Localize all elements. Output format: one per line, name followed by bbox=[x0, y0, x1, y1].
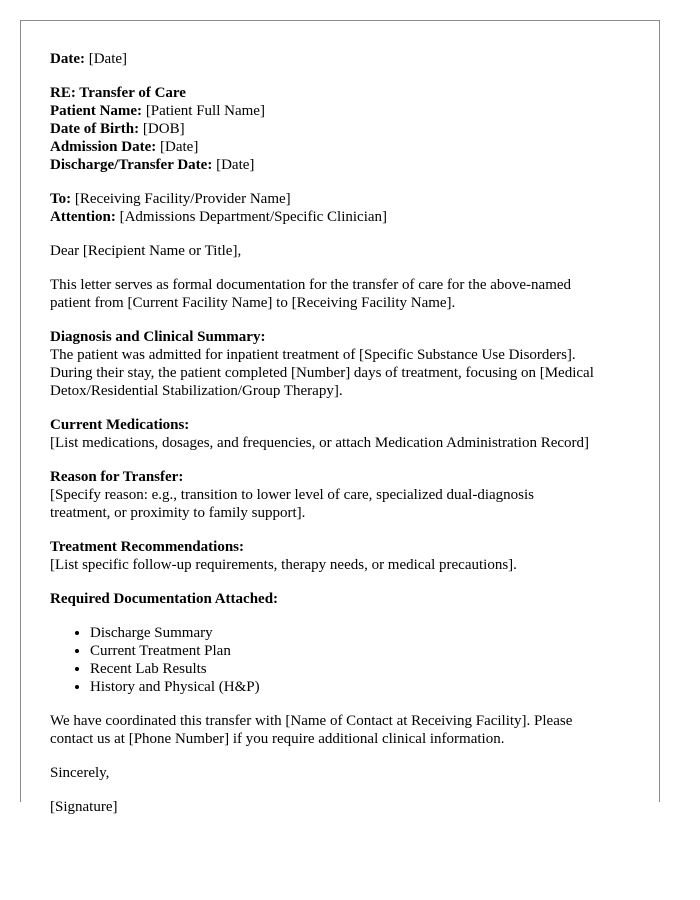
diagnosis-heading: Diagnosis and Clinical Summary: bbox=[50, 329, 266, 345]
recommendations-heading: Treatment Recommendations: bbox=[50, 539, 244, 555]
signoff: Sincerely, bbox=[50, 765, 110, 781]
patient-name-label: Patient Name: bbox=[50, 103, 143, 119]
diagnosis-line: During their stay, the patient completed [Number] days of treatment, focusing on [Medical bbox=[50, 365, 594, 381]
closing-paragraph bbox=[50, 712, 640, 748]
list-item: • Current Treatment Plan bbox=[90, 642, 640, 660]
diagnosis-line: The patient was admitted for inpatient treatment of [Specific Substance Use Disorders]. bbox=[50, 347, 576, 363]
attention-value: [Admissions Department/Specific Clinician] bbox=[119, 209, 388, 225]
re-heading: RE: Transfer of Care bbox=[50, 85, 186, 101]
admission-date-label: Admission Date: bbox=[50, 139, 157, 155]
intro-line: patient from [Current Facility Name] to [Receiving Facility Name]. bbox=[50, 295, 456, 311]
attachments-heading bbox=[50, 590, 640, 608]
discharge-date-line bbox=[50, 156, 640, 174]
attention-line bbox=[50, 208, 640, 226]
patient-name-value: [Patient Full Name] bbox=[145, 103, 265, 119]
admission-date-line bbox=[50, 138, 640, 156]
reason-line: [Specify reason: e.g., transition to lower level of care, specialized dual-diagnosis bbox=[50, 487, 534, 503]
signature: [Signature] bbox=[50, 799, 118, 815]
list-item: • Recent Lab Results bbox=[90, 660, 640, 678]
reason-section bbox=[50, 468, 640, 522]
discharge-date-label: Discharge/Transfer Date: bbox=[50, 157, 213, 173]
recipient-block bbox=[50, 190, 640, 226]
attachments-heading-text: Required Documentation Attached: bbox=[50, 591, 279, 607]
dob-label: Date of Birth: bbox=[50, 121, 140, 137]
closing-line: We have coordinated this transfer with [Name of Contact at Receiving Facility]. Please bbox=[50, 713, 573, 729]
re-block bbox=[50, 84, 640, 174]
medications-heading: Current Medications: bbox=[50, 417, 190, 433]
date-value: [Date] bbox=[88, 51, 128, 67]
date-line bbox=[50, 50, 640, 68]
medications-section bbox=[50, 416, 640, 452]
recommendations-text: [List specific follow-up requirements, therapy needs, or medical precautions]. bbox=[50, 557, 517, 573]
diagnosis-section bbox=[50, 328, 640, 400]
salutation: Dear [Recipient Name or Title], bbox=[50, 243, 242, 259]
to-value: [Receiving Facility/Provider Name] bbox=[74, 191, 291, 207]
patient-name-line bbox=[50, 102, 640, 120]
reason-line: treatment, or proximity to family support]. bbox=[50, 505, 306, 521]
dob-value: [DOB] bbox=[142, 121, 185, 137]
admission-date-value: [Date] bbox=[160, 139, 199, 155]
diagnosis-line: Detox/Residential Stabilization/Group Therapy]. bbox=[50, 383, 343, 399]
dob-line bbox=[50, 120, 640, 138]
to-label: To: bbox=[50, 191, 72, 207]
attention-label: Attention: bbox=[50, 209, 116, 225]
list-item: • Discharge Summary bbox=[90, 624, 640, 642]
closing-line: contact us at [Phone Number] if you require additional clinical information. bbox=[50, 731, 505, 747]
date-label: Date: bbox=[50, 51, 85, 67]
intro-line: This letter serves as formal documentation for the transfer of care for the above-named bbox=[50, 277, 572, 293]
reason-heading: Reason for Transfer: bbox=[50, 469, 184, 485]
recommendations-section bbox=[50, 538, 640, 574]
medications-text: [List medications, dosages, and frequencies, or attach Medication Administration Record] bbox=[50, 435, 590, 451]
discharge-date-value: [Date] bbox=[216, 157, 255, 173]
letter-body bbox=[50, 50, 640, 832]
letter-page bbox=[20, 20, 660, 815]
list-item: • History and Physical (H&P) bbox=[90, 678, 640, 696]
attachments-list bbox=[50, 624, 640, 696]
to-line bbox=[50, 190, 640, 208]
intro-paragraph bbox=[50, 276, 640, 312]
